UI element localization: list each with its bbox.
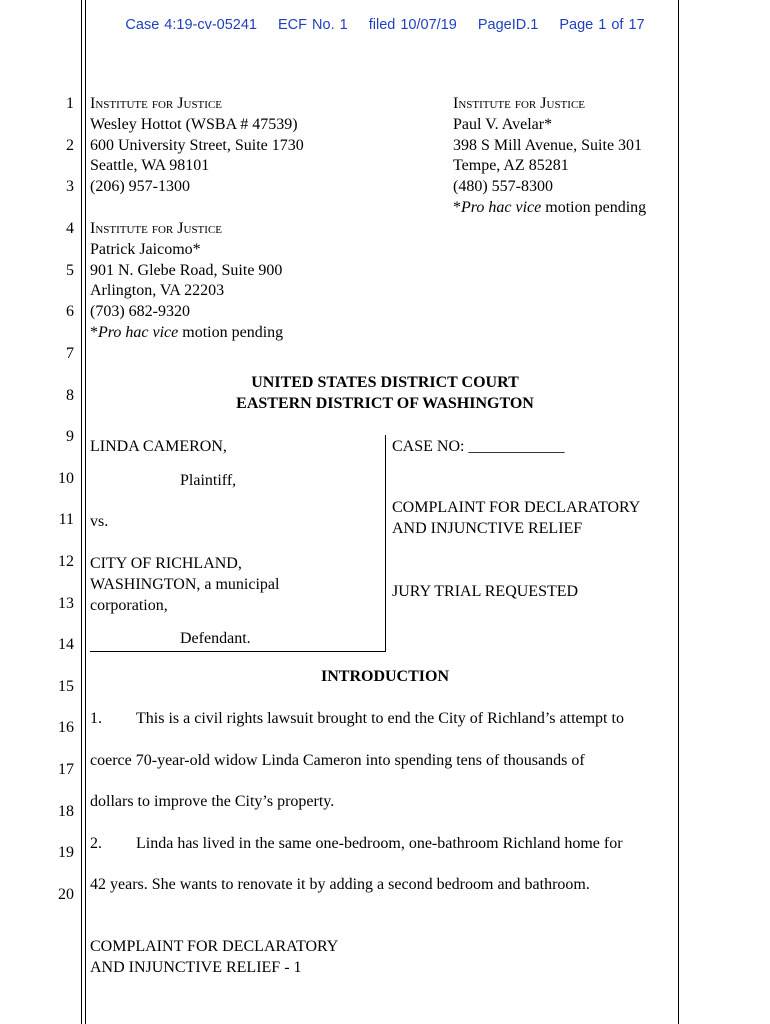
footer-line: COMPLAINT FOR DECLARATORY bbox=[90, 938, 339, 955]
paragraph-1-line: coerce 70-year-old widow Linda Cameron into spending tens of thousands of bbox=[90, 752, 585, 769]
page-id: PageID.1 bbox=[477, 17, 539, 33]
line-number: 8 bbox=[66, 387, 74, 404]
paragraph-2-line: 42 years. She wants to renovate it by adding a second bedroom and bathroom. bbox=[90, 876, 590, 893]
plaintiff-name: LINDA CAMERON, bbox=[90, 438, 227, 455]
line-number: 16 bbox=[58, 719, 74, 736]
counsel-organization: Institute for Justice bbox=[90, 95, 222, 112]
line-number: 13 bbox=[58, 595, 74, 612]
counsel-line: Wesley Hottot (WSBA # 47539) bbox=[90, 115, 298, 133]
defendant-line: CITY OF RICHLAND, bbox=[90, 555, 242, 572]
caption-divider-horizontal bbox=[90, 651, 386, 652]
ecf-number: ECF No. 1 bbox=[278, 17, 348, 33]
line-number: 9 bbox=[66, 428, 74, 445]
line-number: 5 bbox=[66, 262, 74, 279]
pro-hac-vice-note: *Pro hac vice motion pending bbox=[90, 323, 284, 341]
counsel-line: Paul V. Avelar* bbox=[453, 115, 553, 133]
complaint-title bbox=[392, 498, 640, 540]
counsel-organization: Institute for Justice bbox=[453, 95, 585, 112]
line-number: 10 bbox=[58, 470, 74, 487]
line-number: 4 bbox=[66, 220, 74, 237]
paragraph-1-line: This is a civil rights lawsuit brought to end the City of Richland’s attempt to bbox=[136, 710, 624, 727]
line-number: 14 bbox=[58, 636, 74, 653]
counsel-organization: Institute for Justice bbox=[90, 220, 222, 237]
counsel-line: (703) 682-9320 bbox=[90, 303, 190, 321]
plaintiff-role: Plaintiff, bbox=[180, 472, 237, 489]
jury-trial-request: JURY TRIAL REQUESTED bbox=[392, 583, 579, 600]
line-number: 18 bbox=[58, 803, 74, 820]
left-margin-rule-inner bbox=[85, 0, 86, 1024]
paragraph-2-number: 2. bbox=[90, 835, 102, 852]
counsel-line: Arlington, VA 22203 bbox=[90, 282, 225, 300]
case-no-field: CASE NO: ____________ bbox=[392, 438, 565, 455]
left-margin-rule-outer bbox=[81, 0, 82, 1024]
page-count: Page 1 of 17 bbox=[559, 17, 645, 33]
counsel-line: (480) 557-8300 bbox=[453, 178, 553, 196]
line-number: 7 bbox=[66, 345, 74, 362]
paragraph-1-number: 1. bbox=[90, 710, 102, 727]
line-number: 12 bbox=[58, 553, 74, 570]
defendant-line: WASHINGTON, a municipal bbox=[90, 575, 280, 593]
counsel-line: Tempe, AZ 85281 bbox=[453, 157, 569, 175]
footer-line: AND INJUNCTIVE RELIEF - 1 bbox=[90, 958, 302, 976]
counsel-block-avelar bbox=[453, 94, 646, 219]
caption-divider-vertical bbox=[385, 435, 386, 652]
paragraph-2-line: Linda has lived in the same one-bedroom, one-bathroom Richland home for bbox=[136, 835, 623, 852]
counsel-line: 398 S Mill Avenue, Suite 301 bbox=[453, 136, 643, 154]
court-name-line-1: UNITED STATES DISTRICT COURT bbox=[251, 374, 519, 391]
line-number: 11 bbox=[58, 511, 74, 528]
line-number: 15 bbox=[58, 678, 74, 695]
page-footer bbox=[90, 937, 338, 979]
case-number: Case 4:19-cv-05241 bbox=[125, 17, 257, 33]
counsel-line: Seattle, WA 98101 bbox=[90, 157, 210, 175]
complaint-title-line: AND INJUNCTIVE RELIEF bbox=[392, 519, 583, 537]
complaint-title-line: COMPLAINT FOR DECLARATORY bbox=[392, 499, 641, 516]
defendant-line: corporation, bbox=[90, 596, 168, 614]
line-number: 17 bbox=[58, 761, 74, 778]
line-number: 3 bbox=[66, 178, 74, 195]
defendant-name bbox=[90, 554, 279, 616]
line-number: 20 bbox=[58, 886, 74, 903]
right-margin-rule bbox=[678, 0, 679, 1024]
line-number: 19 bbox=[58, 844, 74, 861]
counsel-line: Patrick Jaicomo* bbox=[90, 240, 201, 258]
versus: vs. bbox=[90, 513, 109, 530]
counsel-line: 901 N. Glebe Road, Suite 900 bbox=[90, 261, 283, 279]
court-name-line-2: EASTERN DISTRICT OF WASHINGTON bbox=[236, 395, 534, 412]
pro-hac-vice-note: *Pro hac vice motion pending bbox=[453, 198, 647, 216]
filed-date: filed 10/07/19 bbox=[368, 17, 457, 33]
counsel-block-hottot bbox=[90, 94, 304, 198]
paragraph-1-line: dollars to improve the City’s property. bbox=[90, 793, 335, 810]
line-number: 6 bbox=[66, 303, 74, 320]
introduction-heading: INTRODUCTION bbox=[320, 668, 449, 685]
counsel-block-jaicomo bbox=[90, 219, 283, 344]
counsel-line: (206) 957-1300 bbox=[90, 178, 190, 196]
line-number: 2 bbox=[66, 137, 74, 154]
counsel-line: 600 University Street, Suite 1730 bbox=[90, 136, 304, 154]
ecf-header bbox=[0, 17, 770, 33]
line-number: 1 bbox=[66, 95, 74, 112]
defendant-role: Defendant. bbox=[180, 630, 251, 647]
